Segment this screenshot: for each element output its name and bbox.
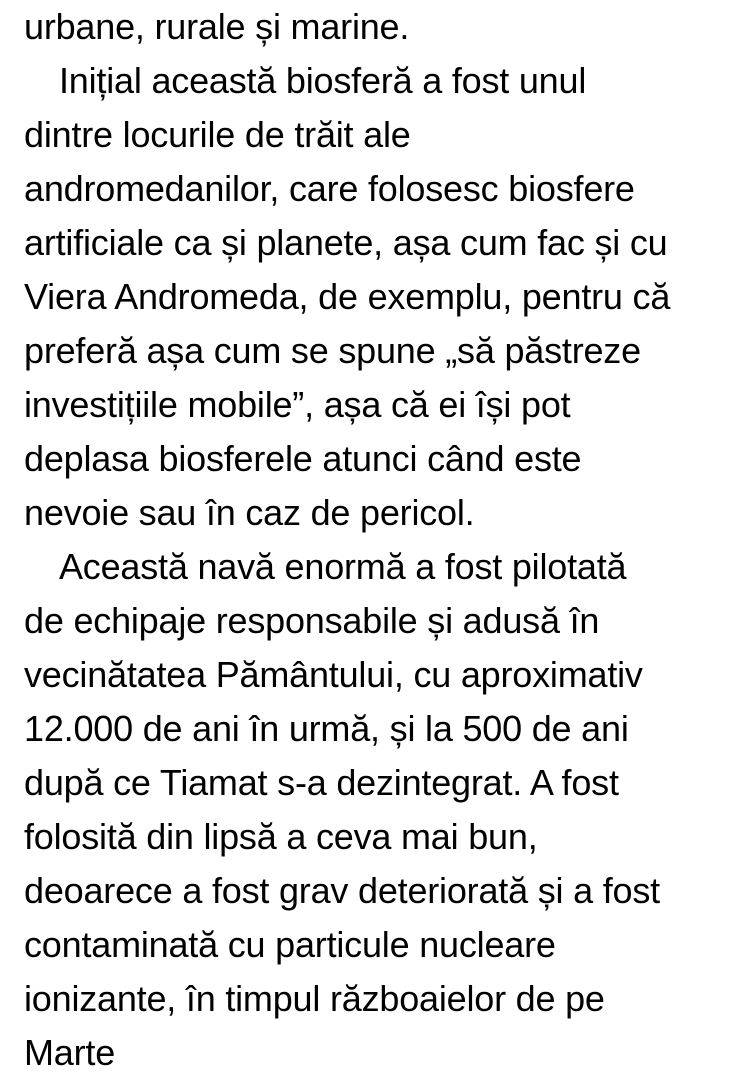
text-line: artificiale ca și planete, așa cum fac și cu xyxy=(24,222,668,263)
text-line: contaminată cu particule nucleare xyxy=(24,924,556,965)
text-line: după ce Tiamat s-a dezintegrat. A fost xyxy=(24,762,619,803)
paragraph-start-line: Inițial această biosferă a fost unul xyxy=(59,60,587,101)
text-line: investițiile mobile”, așa că ei își pot xyxy=(24,384,571,425)
text-line: dintre locurile de trăit ale xyxy=(24,114,411,155)
text-line: 12.000 de ani în urmă, și la 500 de ani xyxy=(24,708,629,749)
paragraph-start-line: Această navă enormă a fost pilotată xyxy=(59,546,627,587)
text-line: ionizante, în timpul războaielor de pe xyxy=(24,978,605,1019)
text-line: folosită din lipsă a ceva mai bun, xyxy=(24,816,538,857)
text-line: vecinătatea Pământului, cu aproximativ xyxy=(24,654,643,695)
text-line-cut-bottom: Marte xyxy=(24,1032,116,1073)
text-line: andromedanilor, care folosesc biosfere xyxy=(24,168,635,209)
text-line: Viera Andromeda, de exemplu, pentru că xyxy=(24,276,671,317)
text-line: deplasa biosferele atunci când este xyxy=(24,438,582,479)
text-line: deoarece a fost grav deteriorată și a fost xyxy=(24,870,660,911)
text-line: de echipaje responsabile și adusă în xyxy=(24,600,600,641)
text-line: urbane, rurale și marine. xyxy=(24,6,410,47)
text-line: preferă așa cum se spune „să păstreze xyxy=(24,330,641,371)
text-line: nevoie sau în caz de pericol. xyxy=(24,492,475,533)
